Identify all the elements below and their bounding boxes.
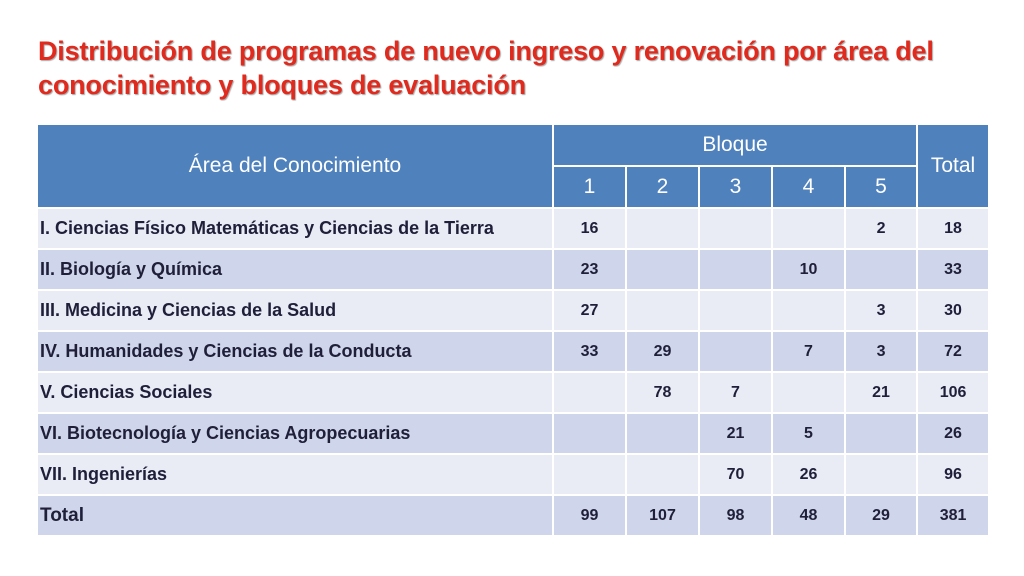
total-cell: 381 [917,495,989,536]
block-5-cell [845,413,917,454]
area-cell: III. Medicina y Ciencias de la Salud [37,290,553,331]
table-row [37,208,989,249]
block-2-cell [626,413,699,454]
block-1-cell: 23 [553,249,626,290]
total-cell: 106 [917,372,989,413]
block-3-cell: 70 [699,454,772,495]
header-area: Área del Conocimiento [37,124,553,208]
block-4-cell: 48 [772,495,845,536]
block-2-cell [626,208,699,249]
total-cell: 26 [917,413,989,454]
header-block-2: 2 [626,166,699,208]
area-cell: IV. Humanidades y Ciencias de la Conducta [37,331,553,372]
header-total: Total [917,124,989,208]
block-3-cell: 98 [699,495,772,536]
block-5-cell: 21 [845,372,917,413]
block-1-cell [553,413,626,454]
total-cell: 33 [917,249,989,290]
header-block-4: 4 [772,166,845,208]
header-block-5: 5 [845,166,917,208]
block-4-cell: 10 [772,249,845,290]
block-1-cell: 16 [553,208,626,249]
block-2-cell [626,290,699,331]
distribution-table [36,123,990,537]
table-row [37,454,989,495]
header-bloque: Bloque [553,124,917,166]
block-1-cell: 27 [553,290,626,331]
block-5-cell: 3 [845,290,917,331]
block-5-cell: 3 [845,331,917,372]
block-4-cell [772,208,845,249]
block-4-cell: 26 [772,454,845,495]
table-row [37,413,989,454]
block-1-cell: 99 [553,495,626,536]
block-5-cell [845,249,917,290]
block-5-cell [845,454,917,495]
area-cell: VI. Biotecnología y Ciencias Agropecuarias [37,413,553,454]
block-4-cell [772,372,845,413]
block-3-cell [699,208,772,249]
block-4-cell: 5 [772,413,845,454]
header-block-3: 3 [699,166,772,208]
total-cell: 96 [917,454,989,495]
block-4-cell [772,290,845,331]
block-2-cell: 29 [626,331,699,372]
block-3-cell [699,290,772,331]
block-4-cell: 7 [772,331,845,372]
total-cell: 30 [917,290,989,331]
table-row [37,331,989,372]
block-5-cell: 29 [845,495,917,536]
block-3-cell: 7 [699,372,772,413]
block-1-cell [553,372,626,413]
block-5-cell: 2 [845,208,917,249]
area-cell: II. Biología y Química [37,249,553,290]
area-cell: VII. Ingenierías [37,454,553,495]
area-cell: Total [37,495,553,536]
block-2-cell: 78 [626,372,699,413]
total-row [37,495,989,536]
block-1-cell [553,454,626,495]
block-3-cell [699,249,772,290]
table-row [37,290,989,331]
slide-title: Distribución de programas de nuevo ingreso y renovación por área del conocimiento y bloques de evaluación [38,36,934,100]
block-2-cell [626,249,699,290]
block-1-cell: 33 [553,331,626,372]
block-2-cell: 107 [626,495,699,536]
block-3-cell [699,331,772,372]
table-row [37,249,989,290]
total-cell: 18 [917,208,989,249]
area-cell: I. Ciencias Físico Matemáticas y Ciencias de la Tierra [37,208,553,249]
header-block-1: 1 [553,166,626,208]
table-row [37,372,989,413]
total-cell: 72 [917,331,989,372]
block-2-cell [626,454,699,495]
area-cell: V. Ciencias Sociales [37,372,553,413]
block-3-cell: 21 [699,413,772,454]
